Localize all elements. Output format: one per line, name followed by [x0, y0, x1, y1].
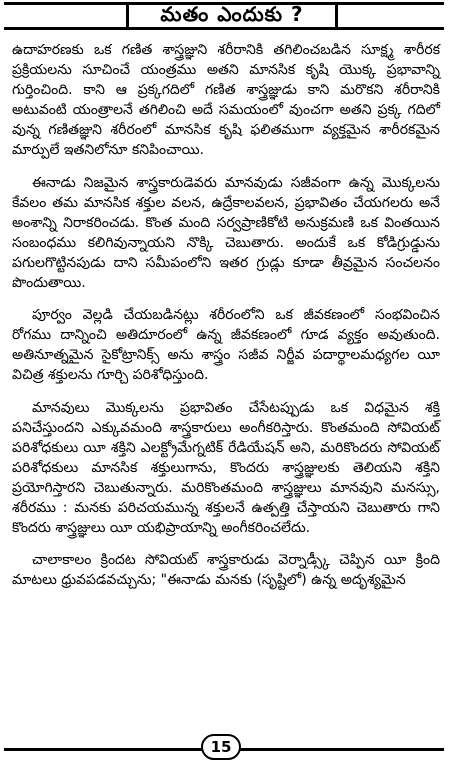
- chapter-title: మతం ఎందుకు ?: [126, 2, 338, 30]
- paragraph: ఉదాహరణకు ఒక గణిత శాస్త్రజ్ఞుని శరీరానికి తగిలించబడిన సూక్ష్మ శారీరక ప్రక్రియలను సూచించే యంత్రము అతని మానసిక కృషి యొక్క ప్రభావాన్ని గుర్తించింది. కాని ఆ ప్రక్కగదిలో గణిత శాస్త్రజ్ఞుడు కాని మరొకని శరీరానికి అటువంటి యంత్రాలనే తగిలించి అదే సమయంలో వుంచగా అతని ప్రక్క గదిలో వున్న గణితజ్ఞుని శరీరంలో మానసిక కృషి ఫలితముగా వ్యక్తమైన శారీరకమైన మార్పులే ఇతనిలోనూ కనిపించాయి.: [12, 42, 440, 159]
- paragraph: ఈనాడు నిజమైన శాస్త్రకారుడెవరు మానవుడు సజీవంగా ఉన్న మొక్కలను కేవలం తమ మానసిక శక్తుల వలన, ఉద్రేకాలవలన, ప్రభావితం చేయగలరు అనే అంశాన్ని నిరాకరించడు. కొంత మంది సర్వప్రాణికోటి అనుక్రమణి ఒక వింతయిన సంబంధము కలిగివున్నాయని నొక్కి చెబుతారు. అందుకే ఒక కోడిగ్రుడ్డును పగులగొట్టినపుడు దాని సమీపంలోని ఇతర గ్రుడ్లు కూడా తీవ్రమైన సంచలనం పొందుతాయి.: [12, 174, 440, 292]
- body-text: [12, 40, 440, 602]
- page-number: 15: [201, 734, 241, 760]
- paragraph: చాలాకాలం క్రిందట సోవియట్ శాస్త్రకారుడు వెర్నాడ్స్కీ చెప్పిన యీ క్రింది మాటలు ధ్రువపడవచ్చును; "ఈనాడు మనకు (సృష్టిలో) ఉన్న అదృశ్యమైన: [12, 552, 440, 589]
- paragraph: పూర్వం వెల్లడి చేయబడినట్లు శరీరంలోని ఒక జీవకణంలో సంభవించిన రోగము దాన్నించి అతిదూరంలో ఉన్న జీవకణంలో గూడ వ్యక్తం అవుతుంది. అతినూత్నమైన సైకోట్రానిక్స్ అను శాస్త్రం సజీవ నిర్జీవ పదార్థాలమధ్యగల యీ విచిత్ర శక్తులను గూర్చి పరిశోధిస్తుంది.: [12, 307, 440, 384]
- page-header: [4, 2, 444, 30]
- paragraph: మానవులు మొక్కలను ప్రభావితం చేసేటప్పుడు ఒక విధమైన శక్తి పనిచేస్తుందని ఎక్కువమంది శాస్త్రకారులు అంగీకరిస్తారు. కొంతమంది సోవియట్ పరిశోధకులు యీ శక్తిని ఎలక్ట్రోమేగ్నటిక్ రేడియేషన్ అని, మరికొందరు సోవియట్ పరిశోధకులు మానసిక శక్తులుగాను, కొందరు శాస్త్రజ్ఞులకు తెలియని శక్తిని ప్రయోగిస్తారని చెబుతున్నారు. మరికొంతమంది శాస్త్రజ్ఞులు మానవుని మనస్సు, శరీరము : మనకు పరిచయమున్న శక్తులనే ఉత్పత్తి చేస్తాయని చెబుతారు గాని కొందరు శాస్త్రజ్ఞులు యీ యభిప్రాయాన్ని అంగీకరించలేదు.: [12, 399, 440, 537]
